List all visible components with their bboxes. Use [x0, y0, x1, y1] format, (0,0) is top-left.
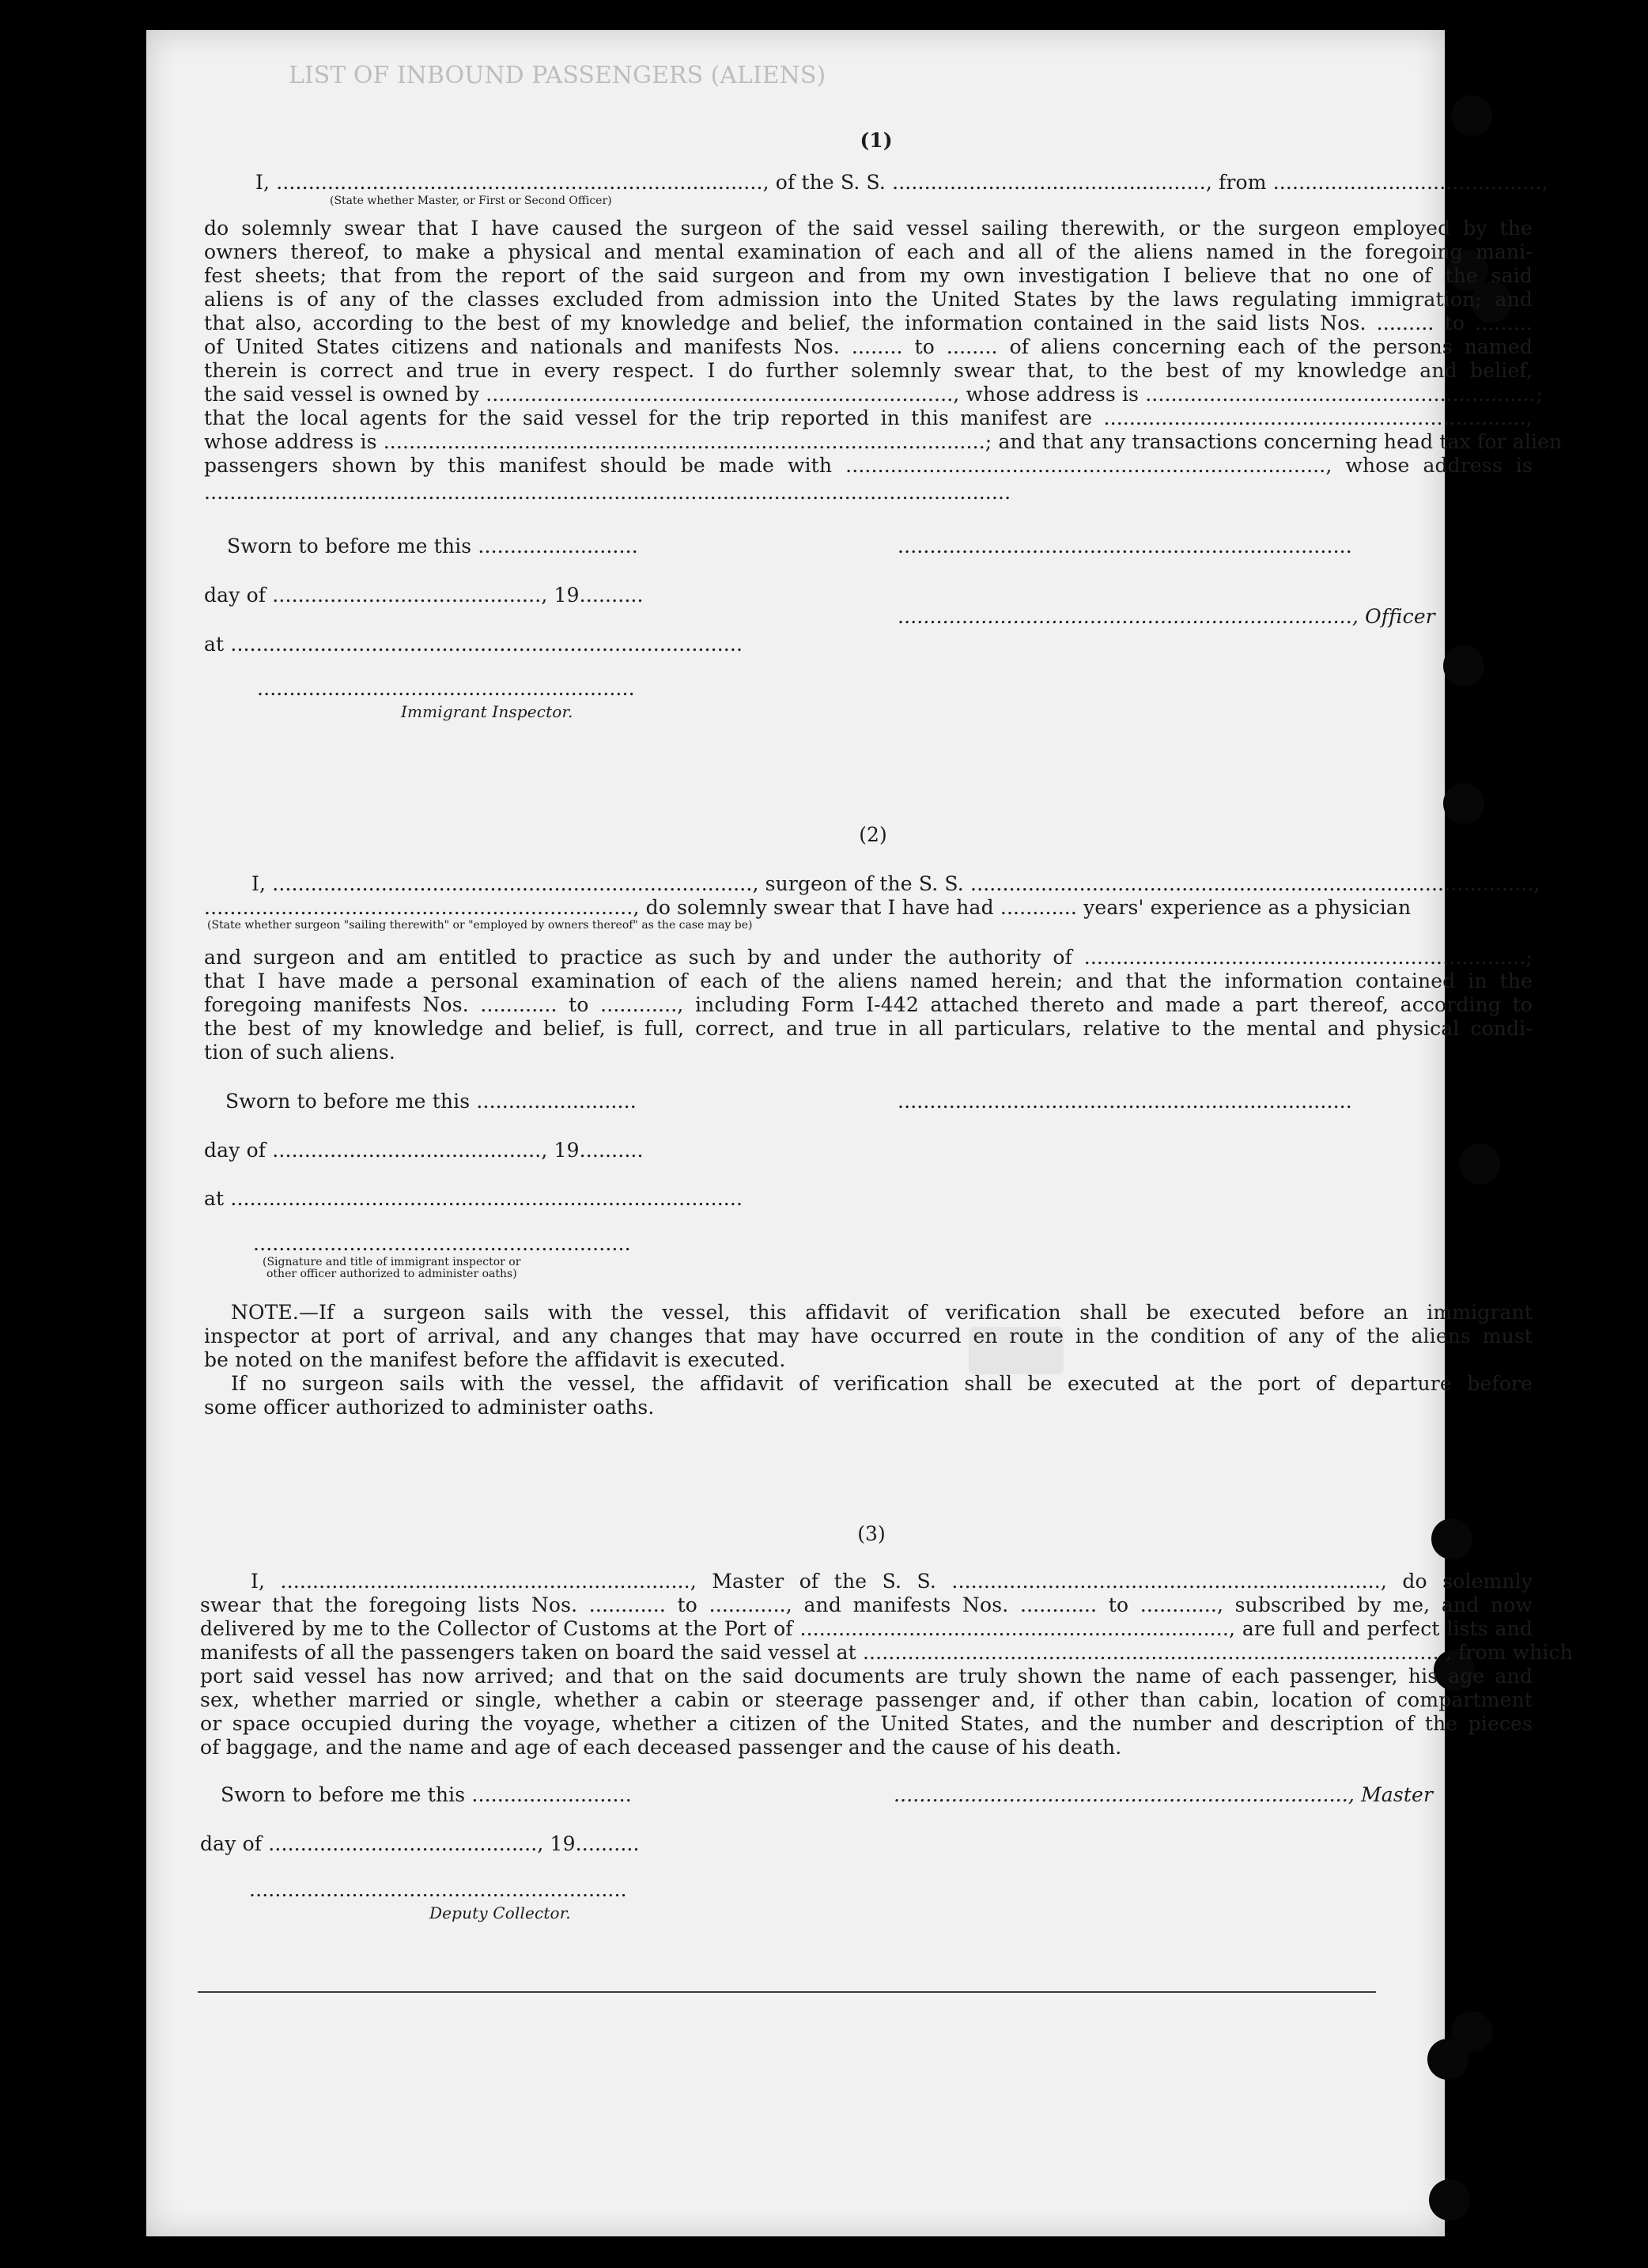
s1-para-line: passengers shown by this manifest should be made with ..........................................................................., whose address is	[204, 454, 1533, 477]
punch-hole	[1429, 2179, 1470, 2221]
s2-note-line: be noted on the manifest before the affidavit is executed.	[204, 1348, 786, 1371]
s2-at: at ................................................................................	[204, 1187, 743, 1210]
s2-line-2-note: (State whether surgeon "sailing therewith" or "employed by owners thereof" as the case may be)	[207, 919, 753, 932]
s2-day: day of .........................................., 19..........	[204, 1139, 644, 1162]
punch-hole	[1427, 2039, 1468, 2080]
section-1-number: (1)	[860, 129, 893, 152]
s1-para-line: the said vessel is owned by ........................................................................., whose address is .............................................................;	[204, 383, 1543, 406]
s1-inspector-label: Immigrant Inspector.	[401, 702, 573, 721]
s1-para-line: that the local agents for the said vessel for the trip reported in this manifest are ..................................................................,	[204, 406, 1533, 429]
punch-hole	[1431, 1518, 1472, 1559]
s1-address-line: ..............................................................................................................................	[204, 481, 1011, 504]
s2-para-line: and surgeon and am entitled to practice as such by and under the authority of .....................................................................;	[204, 946, 1533, 969]
punch-hole	[1459, 1143, 1500, 1185]
s2-para-line: foregoing manifests Nos. ............ to ............, including Form I-442 attached thereto and made a part thereof, according to	[204, 993, 1533, 1016]
s2-sworn: Sworn to before me this .........................	[225, 1090, 637, 1113]
s2-note-line: some officer authorized to administer oaths.	[204, 1396, 655, 1419]
s3-para-line: sex, whether married or single, whether a cabin or steerage passenger and, if other than cabin, location of compartment	[200, 1688, 1533, 1711]
s1-line-1-note: (State whether Master, or First or Second Officer)	[330, 195, 612, 207]
s1-para-line: owners thereof, to make a physical and mental examination of each and all of the aliens named in the foregoing mani-	[204, 240, 1533, 263]
s3-sworn: Sworn to before me this .........................	[221, 1783, 632, 1806]
s1-day: day of .........................................., 19..........	[204, 584, 644, 607]
s2-note-line: If no surgeon sails with the vessel, the affidavit of verification shall be executed at the port of departure before	[231, 1372, 1533, 1395]
s2-signature-line: .......................................................................	[898, 1090, 1352, 1113]
s3-para-line: or space occupied during the voyage, whether a citizen of the United States, and the number and description of the pieces	[200, 1712, 1533, 1735]
s1-inspector-line: ...........................................................	[257, 677, 635, 700]
s1-para-line: of United States citizens and nationals and manifests Nos. ........ to ........ of aliens concerning each of the persons named	[204, 335, 1533, 358]
s2-line-1: I, ..........................................................................., surgeon of the S. S. ........................................................................................,	[251, 872, 1540, 895]
s1-para-line: aliens is of any of the classes excluded from admission into the United States by the laws regulating immigration; and	[204, 288, 1533, 311]
s2-signature-note-1: (Signature and title of immigrant inspector or	[263, 1256, 521, 1268]
section-3-number: (3)	[857, 1522, 886, 1545]
s2-inspector-line: ...........................................................	[253, 1232, 631, 1255]
s3-para-line: swear that the foregoing lists Nos. ............ to ............, and manifests Nos. ............ to ............, subscribed by me, and now	[200, 1593, 1533, 1616]
s3-collector-line: ...........................................................	[249, 1878, 627, 1901]
s1-sworn: Sworn to before me this .........................	[227, 535, 638, 558]
s3-para-line: delivered by me to the Collector of Customs at the Port of ..................................................................., are full and perfect lists and	[200, 1617, 1533, 1640]
s2-line-2: ..................................................................., do solemnly swear that I have had ............ years' experience as a physician	[204, 896, 1412, 919]
s1-officer-line: .......................................................................	[898, 535, 1352, 558]
section-2-number: (2)	[859, 823, 887, 846]
s2-note-line: inspector at port of arrival, and any changes that may have occurred en route in the condition of any of the aliens must	[204, 1325, 1533, 1348]
s3-master-signature: ......................................................................., Master	[894, 1783, 1434, 1806]
s2-signature-note-2: other officer authorized to administer oaths)	[266, 1268, 517, 1280]
s1-para-line: therein is correct and true in every respect. I do further solemnly swear that, to the best of my knowledge and belief,	[204, 359, 1533, 382]
s3-para-line: of baggage, and the name and age of each deceased passenger and the cause of his death.	[200, 1736, 1122, 1759]
punch-hole	[1443, 783, 1484, 824]
bottom-rule	[198, 1991, 1376, 1993]
bleed-through-text: LIST OF INBOUND PASSENGERS (ALIENS)	[289, 62, 826, 89]
s3-day: day of .........................................., 19..........	[200, 1832, 640, 1855]
s1-at: at ................................................................................	[204, 633, 743, 656]
s3-para-line: manifests of all the passengers taken on board the said vessel at .......................................................................................... , from which	[200, 1641, 1573, 1664]
s1-para-line: do solemnly swear that I have caused the surgeon of the said vessel sailing therewith, or the surgeon employed by the	[204, 217, 1533, 240]
punch-hole	[1451, 95, 1492, 136]
s3-para-line: I, ................................................................, Master of the S. S. ..................................................................., do solemnly	[251, 1570, 1533, 1593]
s1-para-line: that also, according to the best of my knowledge and belief, the information contained in the said lists Nos. ......... to .........	[204, 312, 1533, 335]
s1-para-line: fest sheets; that from the report of the said surgeon and from my own investigation I believe that no one of the said	[204, 264, 1533, 287]
s2-note-line: NOTE.—If a surgeon sails with the vessel, this affidavit of verification shall be executed before an immigrant	[231, 1301, 1533, 1324]
s2-para-line: tion of such aliens.	[204, 1041, 395, 1064]
s3-deputy-collector-label: Deputy Collector.	[429, 1903, 571, 1922]
s1-line-1: I, ............................................................................, of the S. S. ................................................., from ..........................................,	[255, 171, 1548, 194]
s2-para-line: the best of my knowledge and belief, is full, correct, and true in all particulars, relative to the mental and physical condi-	[204, 1017, 1533, 1040]
s1-officer-signature: ......................................................................., Officer	[898, 605, 1435, 628]
punch-hole	[1443, 645, 1484, 686]
s1-para-line: whose address is ..............................................................................................; and that any transactions concerning head tax for alien	[204, 430, 1563, 453]
s3-para-line: port said vessel has now arrived; and that on the said documents are truly shown the name of each passenger, his age and	[200, 1665, 1533, 1688]
manifest-affidavit-page	[146, 30, 1573, 2236]
s2-para-line: that I have made a personal examination of each of the aliens named herein; and that the information contained in the	[204, 970, 1533, 992]
